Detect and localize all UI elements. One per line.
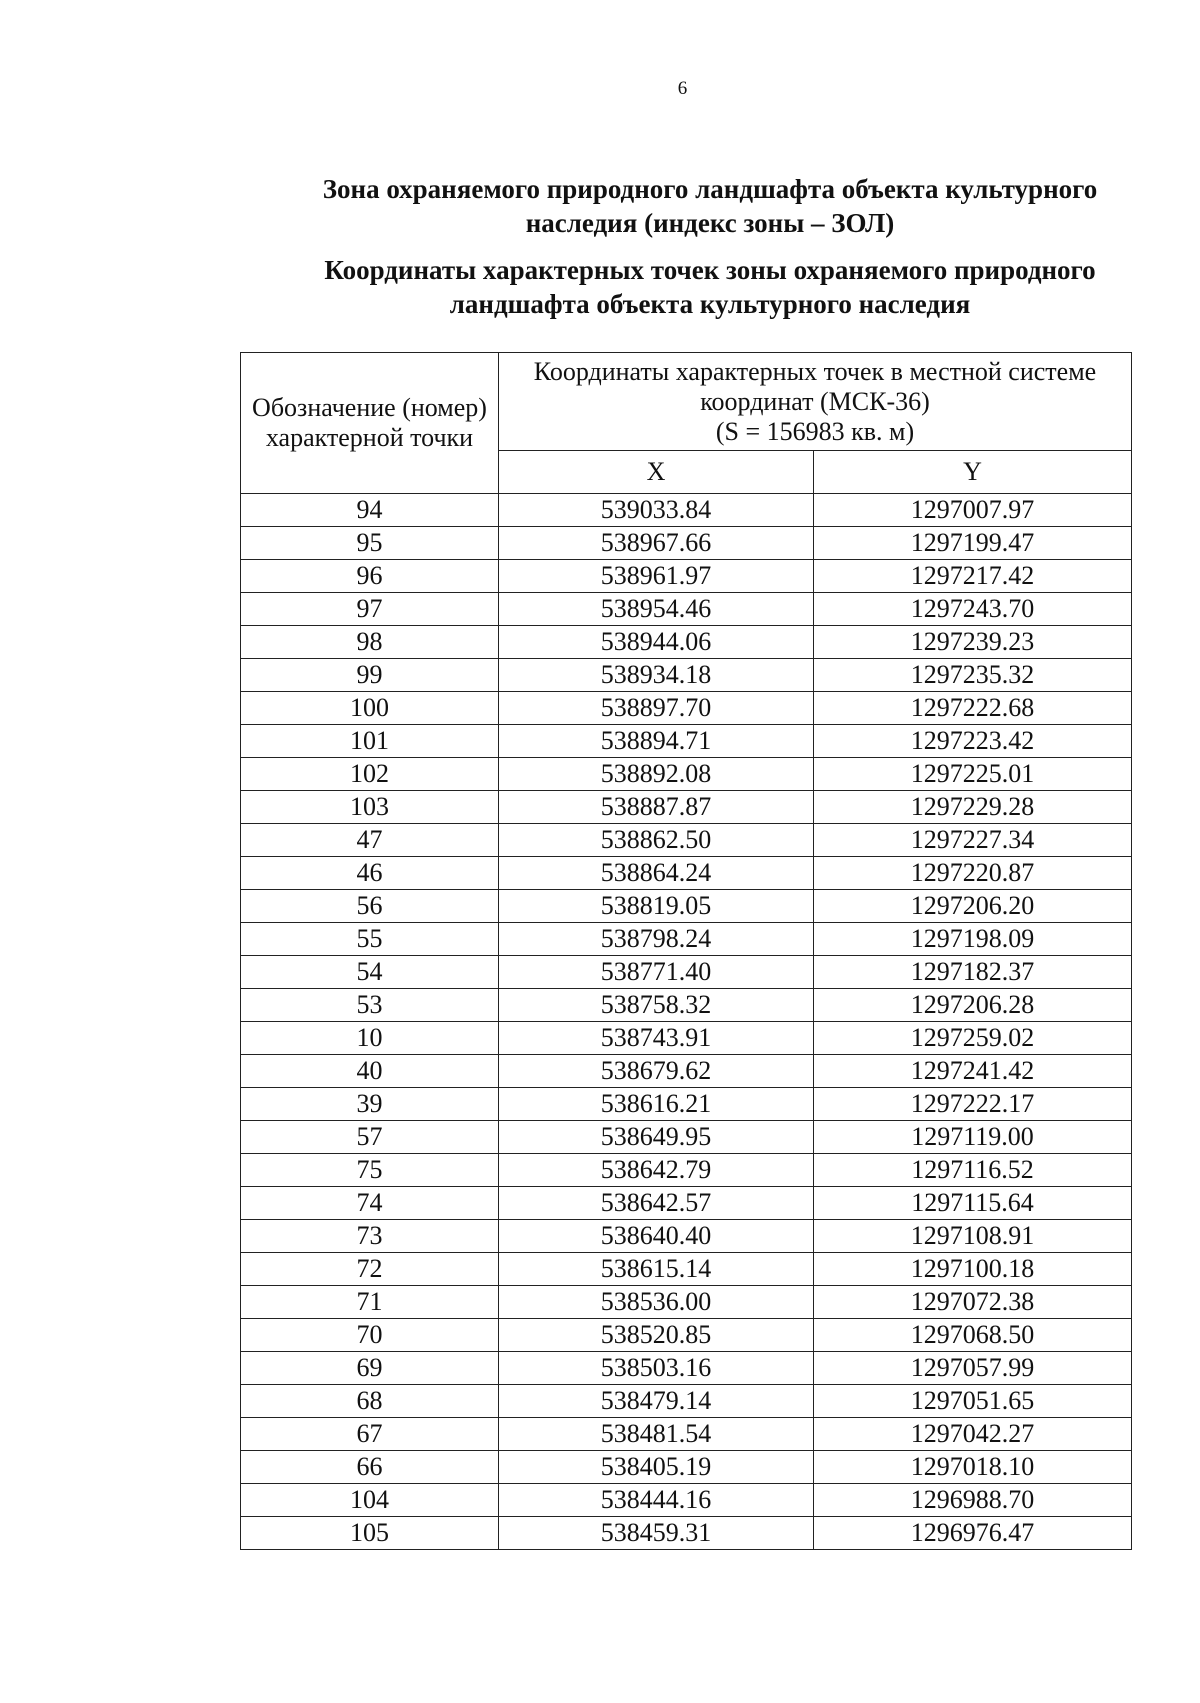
page-title: Зона охраняемого природного ландшафта объекта культурного наследия (индекс зоны – ЗОЛ)	[322, 174, 1098, 238]
x-coordinate-cell: 538679.62	[499, 1055, 814, 1088]
y-coordinate-cell: 1296988.70	[814, 1484, 1132, 1517]
table-row	[241, 659, 1132, 692]
page-subtitle: Координаты характерных точек зоны охраняемого природного ландшафта объекта культурного наследия	[324, 255, 1096, 319]
y-coordinate-cell: 1297206.28	[814, 989, 1132, 1022]
y-coordinate-cell: 1297199.47	[814, 527, 1132, 560]
x-coordinate-cell: 538798.24	[499, 923, 814, 956]
x-coordinate-cell: 538887.87	[499, 791, 814, 824]
table-row	[241, 1451, 1132, 1484]
point-number-cell: 102	[241, 758, 499, 791]
x-coordinate-cell: 538459.31	[499, 1517, 814, 1550]
header-y: Y	[814, 451, 1132, 494]
x-coordinate-cell: 538615.14	[499, 1253, 814, 1286]
x-coordinate-cell: 538897.70	[499, 692, 814, 725]
table-row	[241, 1022, 1132, 1055]
table-row	[241, 1319, 1132, 1352]
table-row	[241, 560, 1132, 593]
page-number: 6	[677, 78, 688, 99]
y-coordinate-cell: 1297235.32	[814, 659, 1132, 692]
point-number-cell: 39	[241, 1088, 499, 1121]
x-coordinate-cell: 538444.16	[499, 1484, 814, 1517]
header-x: X	[499, 451, 814, 494]
table-row	[241, 1154, 1132, 1187]
table-row	[241, 1055, 1132, 1088]
x-coordinate-cell: 538961.97	[499, 560, 814, 593]
x-coordinate-cell: 538640.40	[499, 1220, 814, 1253]
y-coordinate-cell: 1297068.50	[814, 1319, 1132, 1352]
point-number-cell: 56	[241, 890, 499, 923]
table-row	[241, 527, 1132, 560]
point-number-cell: 69	[241, 1352, 499, 1385]
x-coordinate-cell: 538520.85	[499, 1319, 814, 1352]
y-coordinate-cell: 1297072.38	[814, 1286, 1132, 1319]
x-coordinate-cell: 538892.08	[499, 758, 814, 791]
table-row	[241, 1352, 1132, 1385]
x-coordinate-cell: 538954.46	[499, 593, 814, 626]
point-number-cell: 98	[241, 626, 499, 659]
header-coordinates-area: (S = 156983 кв. м)	[715, 416, 915, 446]
y-coordinate-cell: 1297222.17	[814, 1088, 1132, 1121]
x-coordinate-cell: 538642.57	[499, 1187, 814, 1220]
x-coordinate-cell: 538642.79	[499, 1154, 814, 1187]
point-number-cell: 70	[241, 1319, 499, 1352]
y-coordinate-cell: 1297051.65	[814, 1385, 1132, 1418]
point-number-cell: 95	[241, 527, 499, 560]
x-coordinate-cell: 538503.16	[499, 1352, 814, 1385]
table-row	[241, 989, 1132, 1022]
y-coordinate-cell: 1297229.28	[814, 791, 1132, 824]
y-coordinate-cell: 1297225.01	[814, 758, 1132, 791]
y-coordinate-cell: 1297223.42	[814, 725, 1132, 758]
table-row	[241, 1253, 1132, 1286]
x-coordinate-cell: 538616.21	[499, 1088, 814, 1121]
point-number-cell: 40	[241, 1055, 499, 1088]
y-coordinate-cell: 1297220.87	[814, 857, 1132, 890]
point-number-cell: 105	[241, 1517, 499, 1550]
x-coordinate-cell: 538405.19	[499, 1451, 814, 1484]
y-coordinate-cell: 1297018.10	[814, 1451, 1132, 1484]
y-coordinate-cell: 1297007.97	[814, 494, 1132, 527]
x-coordinate-cell: 538649.95	[499, 1121, 814, 1154]
header-coordinates-system: Координаты характерных точек в местной системе координат (МСК-36)	[533, 356, 1097, 416]
table-row	[241, 725, 1132, 758]
x-coordinate-cell: 538934.18	[499, 659, 814, 692]
y-coordinate-cell: 1297116.52	[814, 1154, 1132, 1187]
x-coordinate-cell: 538967.66	[499, 527, 814, 560]
point-number-cell: 99	[241, 659, 499, 692]
table-row	[241, 494, 1132, 527]
x-coordinate-cell: 538944.06	[499, 626, 814, 659]
point-number-cell: 72	[241, 1253, 499, 1286]
header-point-designation: Обозначение (номер) характерной точки	[241, 353, 499, 494]
point-number-cell: 71	[241, 1286, 499, 1319]
table-row	[241, 1286, 1132, 1319]
point-number-cell: 100	[241, 692, 499, 725]
table-row	[241, 1484, 1132, 1517]
y-coordinate-cell: 1297198.09	[814, 923, 1132, 956]
table-row	[241, 758, 1132, 791]
x-coordinate-cell: 538864.24	[499, 857, 814, 890]
table-body	[241, 494, 1132, 1550]
x-coordinate-cell: 539033.84	[499, 494, 814, 527]
table-row	[241, 1121, 1132, 1154]
table-row	[241, 1517, 1132, 1550]
y-coordinate-cell: 1297217.42	[814, 560, 1132, 593]
table-row	[241, 890, 1132, 923]
table-row	[241, 1088, 1132, 1121]
point-number-cell: 97	[241, 593, 499, 626]
y-coordinate-cell: 1297057.99	[814, 1352, 1132, 1385]
y-coordinate-cell: 1297042.27	[814, 1418, 1132, 1451]
x-coordinate-cell: 538894.71	[499, 725, 814, 758]
point-number-cell: 55	[241, 923, 499, 956]
table-row	[241, 626, 1132, 659]
point-number-cell: 66	[241, 1451, 499, 1484]
point-number-cell: 57	[241, 1121, 499, 1154]
y-coordinate-cell: 1297241.42	[814, 1055, 1132, 1088]
y-coordinate-cell: 1297182.37	[814, 956, 1132, 989]
table-row	[241, 923, 1132, 956]
table-row	[241, 857, 1132, 890]
point-number-cell: 75	[241, 1154, 499, 1187]
x-coordinate-cell: 538862.50	[499, 824, 814, 857]
y-coordinate-cell: 1297259.02	[814, 1022, 1132, 1055]
table-row	[241, 1187, 1132, 1220]
point-number-cell: 67	[241, 1418, 499, 1451]
y-coordinate-cell: 1297222.68	[814, 692, 1132, 725]
point-number-cell: 53	[241, 989, 499, 1022]
x-coordinate-cell: 538758.32	[499, 989, 814, 1022]
point-number-cell: 103	[241, 791, 499, 824]
table-row	[241, 1220, 1132, 1253]
x-coordinate-cell: 538743.91	[499, 1022, 814, 1055]
y-coordinate-cell: 1297227.34	[814, 824, 1132, 857]
y-coordinate-cell: 1297206.20	[814, 890, 1132, 923]
table-row	[241, 593, 1132, 626]
y-coordinate-cell: 1297239.23	[814, 626, 1132, 659]
table-row	[241, 1418, 1132, 1451]
point-number-cell: 96	[241, 560, 499, 593]
table-row	[241, 791, 1132, 824]
table-row	[241, 692, 1132, 725]
header-coordinates	[499, 353, 1132, 451]
point-number-cell: 46	[241, 857, 499, 890]
y-coordinate-cell: 1297108.91	[814, 1220, 1132, 1253]
table-row	[241, 824, 1132, 857]
x-coordinate-cell: 538536.00	[499, 1286, 814, 1319]
x-coordinate-cell: 538481.54	[499, 1418, 814, 1451]
x-coordinate-cell: 538771.40	[499, 956, 814, 989]
y-coordinate-cell: 1297119.00	[814, 1121, 1132, 1154]
coordinates-table	[240, 352, 1132, 1550]
point-number-cell: 101	[241, 725, 499, 758]
point-number-cell: 10	[241, 1022, 499, 1055]
y-coordinate-cell: 1297100.18	[814, 1253, 1132, 1286]
table-row	[241, 1385, 1132, 1418]
point-number-cell: 94	[241, 494, 499, 527]
point-number-cell: 47	[241, 824, 499, 857]
point-number-cell: 73	[241, 1220, 499, 1253]
y-coordinate-cell: 1297115.64	[814, 1187, 1132, 1220]
x-coordinate-cell: 538479.14	[499, 1385, 814, 1418]
point-number-cell: 54	[241, 956, 499, 989]
y-coordinate-cell: 1297243.70	[814, 593, 1132, 626]
point-number-cell: 68	[241, 1385, 499, 1418]
y-coordinate-cell: 1296976.47	[814, 1517, 1132, 1550]
point-number-cell: 104	[241, 1484, 499, 1517]
point-number-cell: 74	[241, 1187, 499, 1220]
table-row	[241, 956, 1132, 989]
x-coordinate-cell: 538819.05	[499, 890, 814, 923]
